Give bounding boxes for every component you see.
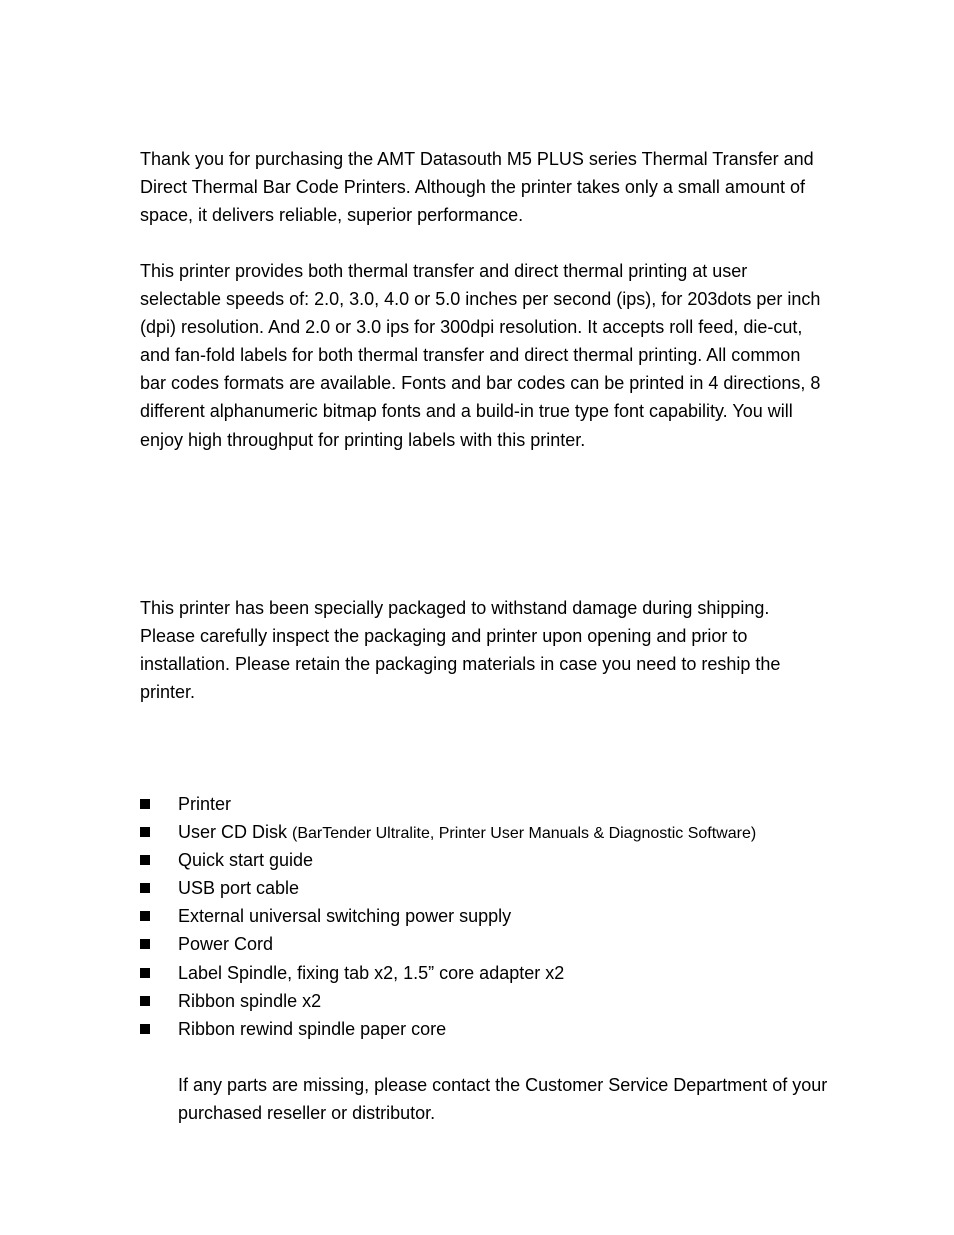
list-item-label: User CD Disk xyxy=(178,822,293,843)
package-checklist xyxy=(140,790,756,1043)
list-item xyxy=(140,930,756,958)
list-item xyxy=(140,874,756,902)
list-item-note: (BarTender Ultralite, Printer User Manuals & Diagnostic Software) xyxy=(292,825,757,843)
square-bullet-icon xyxy=(140,939,150,949)
unpacking-paragraph: This printer has been specially packaged to withstand damage during shipping. Please carefully inspect the packaging and printer upon opening and prior to installation. Please retain the packaging materials in case you need to reship the printer. xyxy=(140,598,781,703)
list-item xyxy=(140,846,756,874)
list-item xyxy=(140,987,756,1015)
square-bullet-icon xyxy=(140,799,150,809)
list-item-label: Quick start guide xyxy=(178,850,314,871)
list-item-label: Label Spindle, fixing tab x2, 1.5” core adapter x2 xyxy=(178,962,565,983)
list-item xyxy=(140,1015,756,1043)
square-bullet-icon xyxy=(140,911,150,921)
missing-parts-note: If any parts are missing, please contact the Customer Service Department of your purchased reseller or distributor. xyxy=(178,1075,828,1124)
square-bullet-icon xyxy=(140,996,150,1006)
list-item xyxy=(140,902,756,930)
list-item xyxy=(140,818,756,846)
list-item-label: Power Cord xyxy=(178,934,274,955)
list-item xyxy=(140,790,756,818)
square-bullet-icon xyxy=(140,855,150,865)
list-item xyxy=(140,959,756,987)
square-bullet-icon xyxy=(140,827,150,837)
square-bullet-icon xyxy=(140,883,150,893)
square-bullet-icon xyxy=(140,968,150,978)
square-bullet-icon xyxy=(140,1024,150,1034)
intro-paragraph-2: This printer provides both thermal transfer and direct thermal printing at user selectable speeds of: 2.0, 3.0, 4.0 or 5.0 inches per second (ips), for 203dots per inch (dpi) resolution. And 2.0 or 3.0 ips for 300dpi resolution. It accepts roll feed, die-cut, and fan-fold labels for both thermal transfer and direct thermal printing. All common bar codes formats are available. Fonts and bar codes can be printed in 4 directions, 8 different alphanumeric bitmap fonts and a build-in true type font capability. You will enjoy high throughput for printing labels with this printer. xyxy=(140,261,821,450)
intro-paragraph-1: Thank you for purchasing the AMT Datasouth M5 PLUS series Thermal Transfer and Direct Thermal Bar Code Printers. Although the printer takes only a small amount of space, it delivers reliable, superior performance. xyxy=(140,149,814,226)
list-item-label: Ribbon rewind spindle paper core xyxy=(178,1018,447,1039)
list-item-label: External universal switching power supply xyxy=(178,906,512,927)
list-item-label: Printer xyxy=(178,794,232,814)
list-item-label: Ribbon spindle x2 xyxy=(178,990,322,1011)
list-item-label: USB port cable xyxy=(178,878,300,899)
